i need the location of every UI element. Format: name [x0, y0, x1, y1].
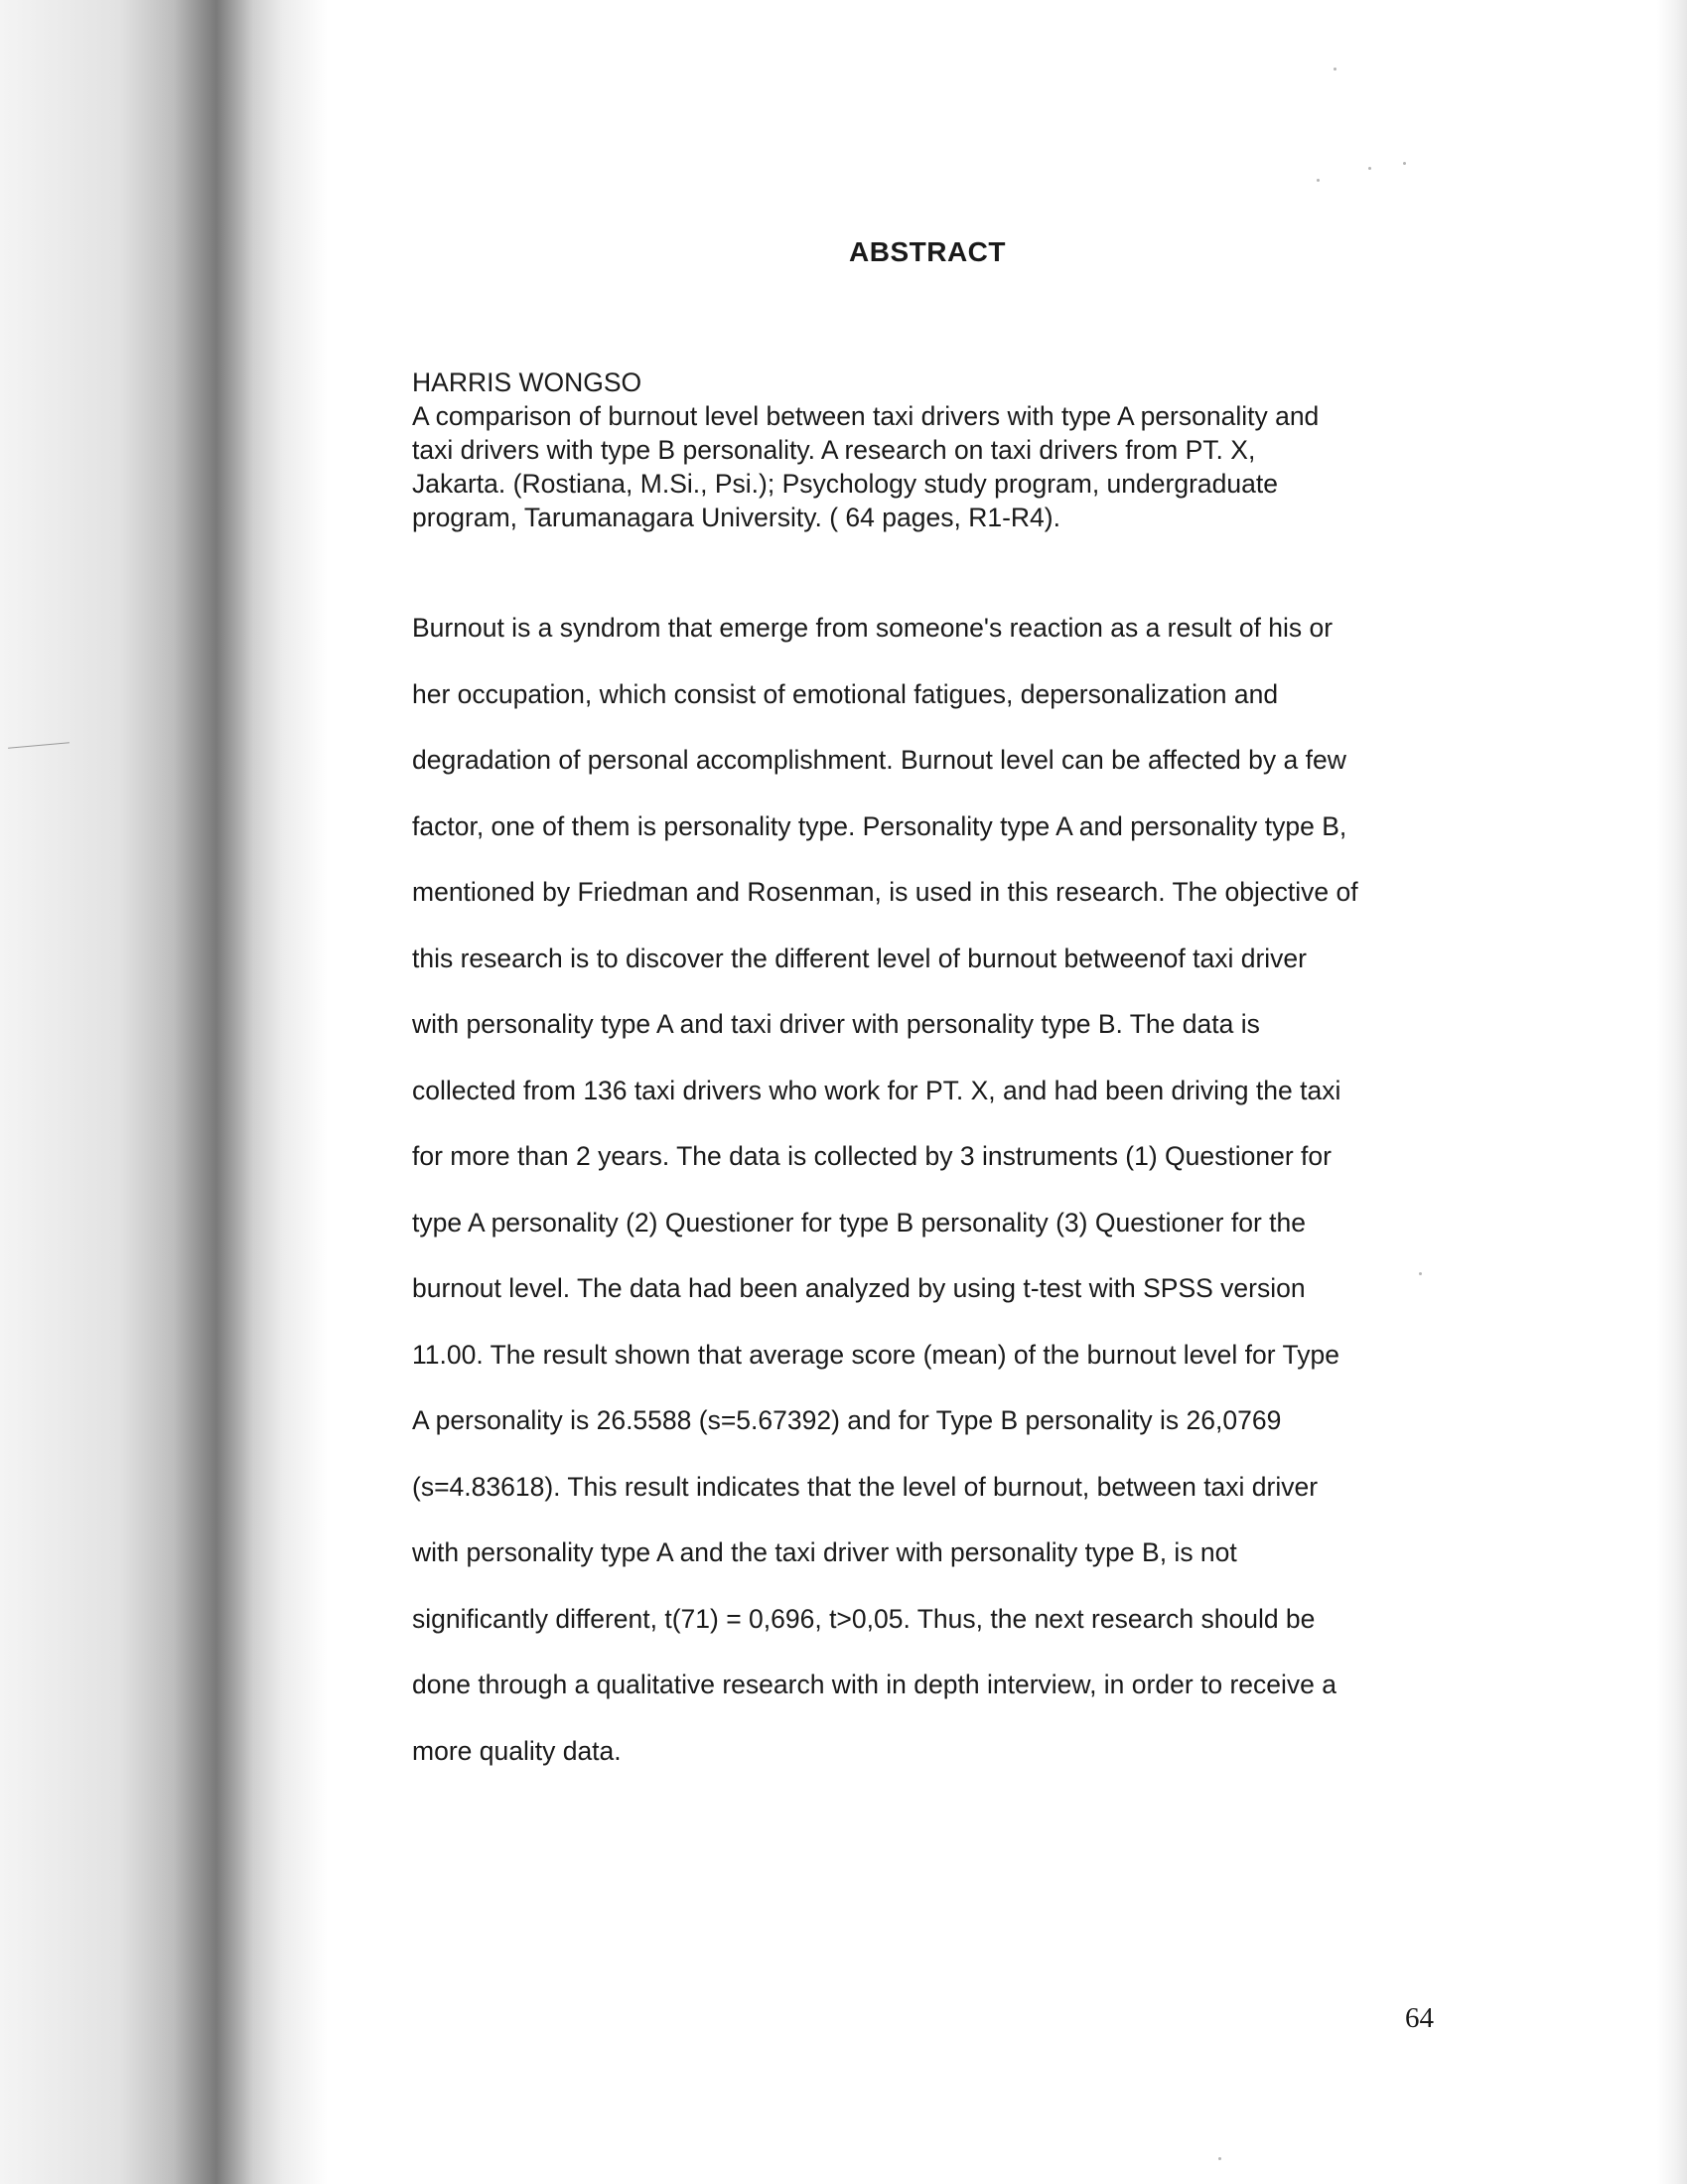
citation-line: Jakarta. (Rostiana, M.Si., Psi.); Psychology study program, undergraduate	[412, 469, 1278, 499]
citation-line: A comparison of burnout level between taxi drivers with type A personality and	[412, 401, 1320, 431]
scan-speck	[1218, 2157, 1221, 2160]
body-line: with personality type A and taxi driver with personality type B. The data is	[412, 1009, 1260, 1039]
page-number: 64	[1405, 2002, 1434, 2034]
abstract-body	[412, 595, 1484, 1784]
scan-speck	[1334, 68, 1336, 71]
scan-gutter-shadow	[0, 0, 328, 2184]
citation-block	[412, 365, 1455, 534]
scan-speck	[1403, 162, 1406, 165]
body-line: more quality data.	[412, 1735, 622, 1766]
body-line: factor, one of them is personality type. Personality type A and personality type B,	[412, 810, 1347, 841]
body-line: 11.00. The result shown that average score (mean) of the burnout level for Type	[412, 1339, 1339, 1370]
body-line: for more than 2 years. The data is collected by 3 instruments (1) Questioner for	[412, 1141, 1332, 1171]
body-line: collected from 136 taxi drivers who work for PT. X, and had been driving the taxi	[412, 1075, 1341, 1105]
scan-right-edge	[1657, 0, 1687, 2184]
body-line: her occupation, which consist of emotional fatigues, depersonalization and	[412, 678, 1279, 709]
scan-speck	[1368, 167, 1371, 170]
citation-line: program, Tarumanagara University. ( 64 pages, R1-R4).	[412, 503, 1060, 532]
body-line: degradation of personal accomplishment. Burnout level can be affected by a few	[412, 745, 1346, 775]
body-line: mentioned by Friedman and Rosenman, is used in this research. The objective of	[412, 877, 1358, 907]
body-line: burnout level. The data had been analyzed by using t-test with SPSS version	[412, 1273, 1306, 1303]
citation-line: taxi drivers with type B personality. A research on taxi drivers from PT. X,	[412, 435, 1256, 465]
scan-speck	[1317, 179, 1320, 182]
body-line: significantly different, t(71) = 0,696, t>0,05. Thus, the next research should be	[412, 1603, 1316, 1634]
body-line: A personality is 26.5588 (s=5.67392) and for Type B personality is 26,0769	[412, 1405, 1282, 1435]
body-line: done through a qualitative research with in depth interview, in order to receive a	[412, 1670, 1336, 1699]
body-line: this research is to discover the different level of burnout betweenof taxi driver	[412, 943, 1307, 973]
body-line: type A personality (2) Questioner for type B personality (3) Questioner for the	[412, 1207, 1306, 1238]
abstract-heading: ABSTRACT	[849, 236, 1006, 267]
body-line: Burnout is a syndrom that emerge from someone's reaction as a result of his or	[412, 613, 1334, 643]
body-line: (s=4.83618). This result indicates that the level of burnout, between taxi driver	[412, 1471, 1319, 1502]
body-line: with personality type A and the taxi driver with personality type B, is not	[412, 1537, 1237, 1567]
author-name: HARRIS WONGSO	[412, 367, 642, 397]
